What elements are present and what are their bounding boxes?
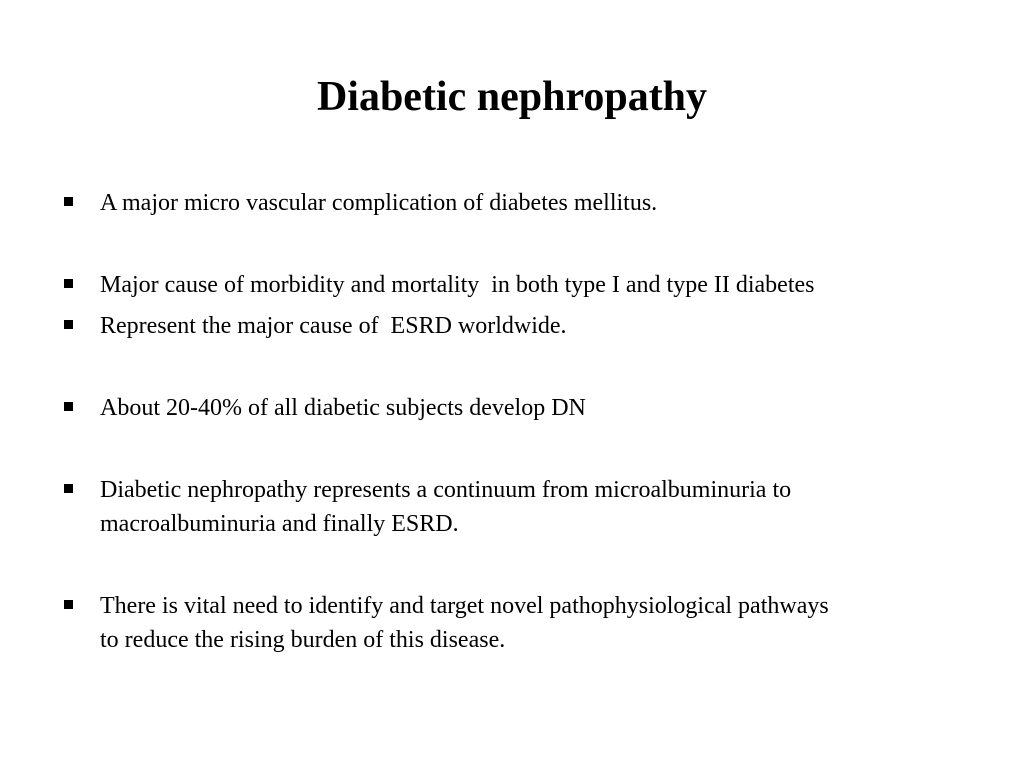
bullet-text: Represent the major cause of ESRD worldwide.: [100, 313, 567, 339]
square-bullet-icon: [64, 320, 73, 329]
bullet-text: There is vital need to identify and target novel pathophysiological pathways to reduce the rising burden of this disease.: [100, 593, 829, 653]
bullet-text: A major micro vascular complication of diabetes mellitus.: [100, 190, 658, 216]
bullet-text: About 20-40% of all diabetic subjects develop DN: [100, 395, 586, 421]
square-bullet-icon: [64, 197, 73, 206]
square-bullet-icon: [64, 279, 73, 288]
square-bullet-icon: [64, 600, 73, 609]
bullet-text: Diabetic nephropathy represents a continuum from microalbuminuria to macroalbuminuria and finally ESRD.: [100, 477, 792, 537]
bullet-text: Major cause of morbidity and mortality in both type I and type II diabetes: [100, 272, 815, 298]
square-bullet-icon: [64, 484, 73, 493]
slide-title: Diabetic nephropathy: [316, 74, 708, 120]
square-bullet-icon: [64, 402, 73, 411]
